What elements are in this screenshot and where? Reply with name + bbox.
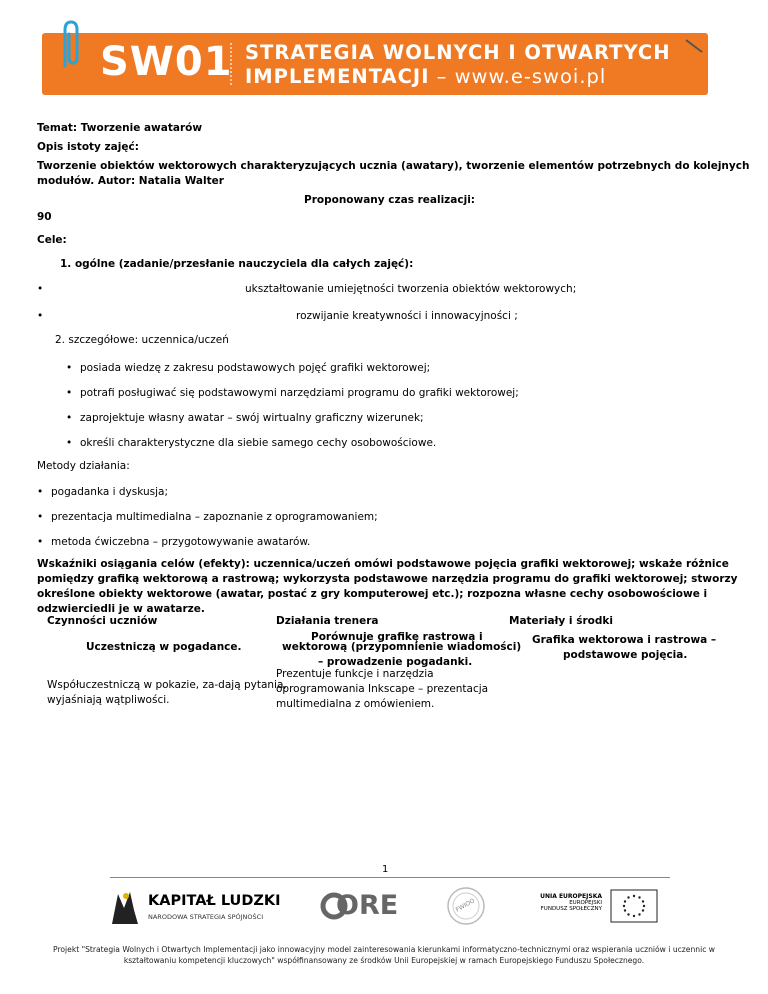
- eu-flag-icon: [610, 889, 658, 923]
- time-label: Proponowany czas realizacji:: [304, 194, 475, 206]
- table-header: Działania trenera: [276, 615, 379, 627]
- indicators-line: Wskaźniki osiągania celów (efekty): uczennica/uczeń omówi podstawowe pojęcia grafiki wektorowej; wskaże różnice: [37, 558, 729, 570]
- table-cell: Uczestniczą w pogadance.: [86, 641, 242, 653]
- footer-project-line1: Projekt "Strategia Wolnych i Otwartych Implementacji jako innowacyjny model zainteresowania kierunkami informatyczno-technicznymi oraz wspierania uczniów i uczennic w: [53, 945, 715, 954]
- description-line: Tworzenie obiektów wektorowych charakteryzujących ucznia (awatary), tworzenie elementów potrzebnych do kolejnych: [37, 160, 750, 172]
- eu-line1: UNIA EUROPEJSKA: [540, 893, 602, 900]
- table-cell: Grafika wektorowa i rastrowa –: [532, 634, 717, 646]
- topic: Temat: Tworzenie awatarów: [37, 122, 203, 134]
- description-label: Opis istoty zajęć:: [37, 141, 139, 153]
- list-item: • pogadanka i dyskusja;: [51, 485, 168, 500]
- pencil-icon: [684, 38, 704, 58]
- table-cell: Prezentuje funkcje i narzędzia: [276, 668, 434, 680]
- fwioo-logo: [446, 886, 486, 926]
- eu-text-block: [540, 893, 602, 912]
- description-line: modułów. Autor: Natalia Walter: [37, 175, 224, 187]
- fwioo-text: FWIOO: [454, 897, 476, 914]
- kapital-ludzki-title: KAPITAŁ LUDZKI: [148, 893, 281, 909]
- list-item: • potrafi posługiwać się podstawowymi narzędziami programu do grafiki wektorowej;: [80, 386, 519, 401]
- list-item: • określi charakterystyczne dla siebie samego cechy osobowościowe.: [80, 436, 436, 451]
- table-cell: Współuczestniczą w pokazie, za-dają pytania,: [47, 679, 287, 691]
- table-cell: wyjaśniają wątpliwości.: [47, 694, 170, 706]
- banner-title-line2: IMPLEMENTACJI – www.e-swoi.pl: [245, 65, 607, 88]
- general-goals-heading: 1. ogólne (zadanie/przesłanie nauczyciela dla całych zajęć):: [60, 258, 414, 270]
- eu-line3: FUNDUSZ SPOŁECZNY: [540, 906, 602, 912]
- banner-title-line1: STRATEGIA WOLNYCH I OTWARTYCH: [245, 41, 671, 64]
- table-cell: – prowadzenie pogadanki.: [318, 656, 473, 668]
- list-item: rozwijanie kreatywności i innowacyjności ;: [296, 310, 518, 322]
- footer-project-line2: kształtowaniu kompetencji kluczowych" współfinansowany ze środków Unii Europejskiej w ramach Europejskiego Funduszu Społecznego.: [123, 956, 645, 965]
- list-item: • metoda ćwiczebna – przygotowywanie awatarów.: [51, 535, 310, 550]
- table-cell: Porównuje grafikę rastrową i: [311, 631, 483, 643]
- indicators-line: określone obiekty wektorowe (awatar, postać z gry komputerowej etc.); rozpozna własne cechy osobowościowe i: [37, 588, 708, 600]
- page-number: 1: [382, 864, 389, 875]
- indicators-line: odzwierciedli je w awatarze.: [37, 603, 205, 615]
- eu-line2: EUROPEJSKI: [569, 900, 602, 906]
- methods-label: Metody działania:: [37, 460, 130, 472]
- list-item: • prezentacja multimedialna – zapoznanie z oprogramowaniem;: [51, 510, 378, 525]
- header-banner: [42, 33, 708, 95]
- bullet-icon: •: [37, 283, 44, 295]
- table-cell: podstawowe pojęcia.: [563, 649, 688, 661]
- table-cell: wektorową (przypomnienie wiadomości): [282, 641, 522, 653]
- sw01-logo: SW01: [100, 39, 233, 85]
- time-value: 90: [37, 211, 52, 223]
- list-item: • posiada wiedzę z zakresu podstawowych pojęć grafiki wektorowej;: [80, 361, 430, 376]
- table-cell: multimedialna z omówieniem.: [276, 698, 435, 710]
- kapital-ludzki-subtitle: NARODOWA STRATEGIA SPÓJNOŚCI: [148, 913, 264, 921]
- bullet-icon: •: [37, 310, 44, 322]
- footer-divider: [110, 877, 670, 878]
- banner-separator: [230, 43, 234, 85]
- list-item: ukształtowanie umiejętności tworzenia obiektów wektorowych;: [245, 283, 577, 295]
- kapital-ludzki-icon: [108, 888, 142, 928]
- table-header: Czynności uczniów: [47, 615, 158, 627]
- indicators-line: pomiędzy grafiką wektorową a rastrową; wykorzysta podstawowe narzędzia programu do grafiki wektorowej; stworzy: [37, 573, 738, 585]
- specific-goals-heading: 2. szczegółowe: uczennica/uczeń: [55, 334, 229, 346]
- ore-text: ORE: [336, 890, 399, 921]
- table-cell: oprogramowania Inkscape – prezentacja: [276, 683, 489, 695]
- table-header: Materiały i środki: [509, 615, 613, 627]
- kapital-ludzki-logo: [108, 886, 281, 930]
- goals-label: Cele:: [37, 234, 67, 246]
- list-item: • zaprojektuje własny awatar – swój wirtualny graficzny wizerunek;: [80, 411, 424, 426]
- paperclip-icon: [57, 18, 85, 70]
